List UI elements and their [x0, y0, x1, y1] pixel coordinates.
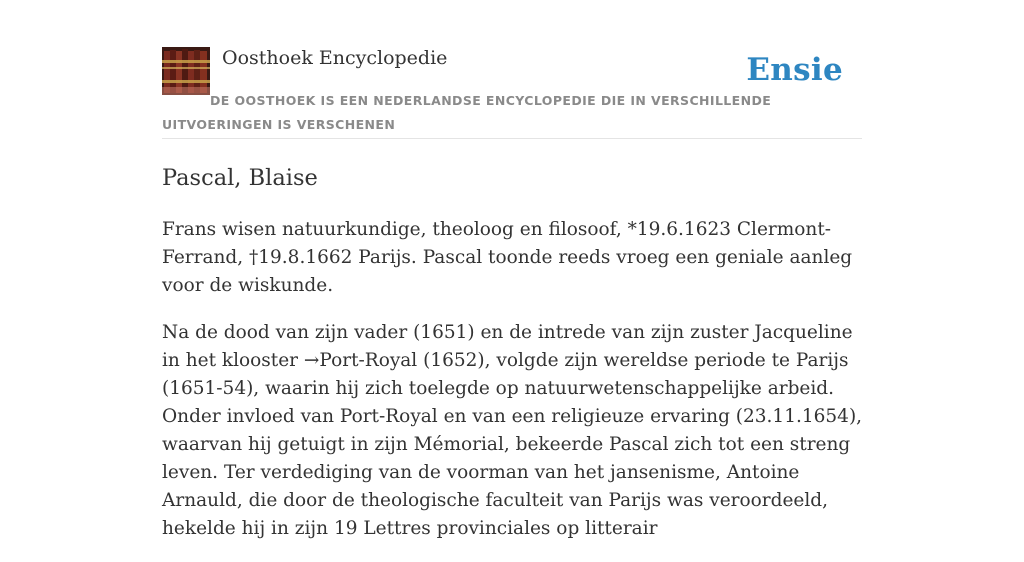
ensie-logo[interactable]: Ensie: [746, 52, 843, 88]
site-header: [162, 46, 862, 139]
article-paragraph: Frans wisen natuurkundige, theoloog en filosoof, *19.6.1623 Clermont-Ferrand, †19.8.1662 Parijs. Pascal toonde reeds vroeg een geniale aanleg voor de wiskunde.: [162, 219, 853, 296]
encyclopedia-books-icon[interactable]: [162, 47, 210, 95]
site-title[interactable]: Oosthoek Encyclopedie: [222, 47, 448, 69]
article-title: Pascal, Blaise: [162, 165, 318, 191]
article-body: [162, 216, 864, 562]
article-paragraph: Na de dood van zijn vader (1651) en de intrede van zijn zuster Jacqueline in het klooster →Port-Royal (1652), volgde zijn wereldse periode te Parijs (1651-54), waarin hij zich toelegde op natuurwetenschappelijke arbeid. Onder invloed van Port-Royal en van een religieuze ervaring (23.11.1654), waarvan hij getuigt in zijn Mémorial, bekeerde Pascal zich tot een streng leven. Ter verdediging van de voorman van het jansenisme, Antoine Arnauld, die door de theologische faculteit van Parijs was veroordeeld, hekelde hij in zijn 19 Lettres provinciales op litterair: [162, 322, 863, 539]
site-tagline: DE OOSTHOEK IS EEN NEDERLANDSE ENCYCLOPEDIE DIE IN VERSCHILLENDE UITVOERINGEN IS VERSCHENEN: [162, 93, 772, 132]
